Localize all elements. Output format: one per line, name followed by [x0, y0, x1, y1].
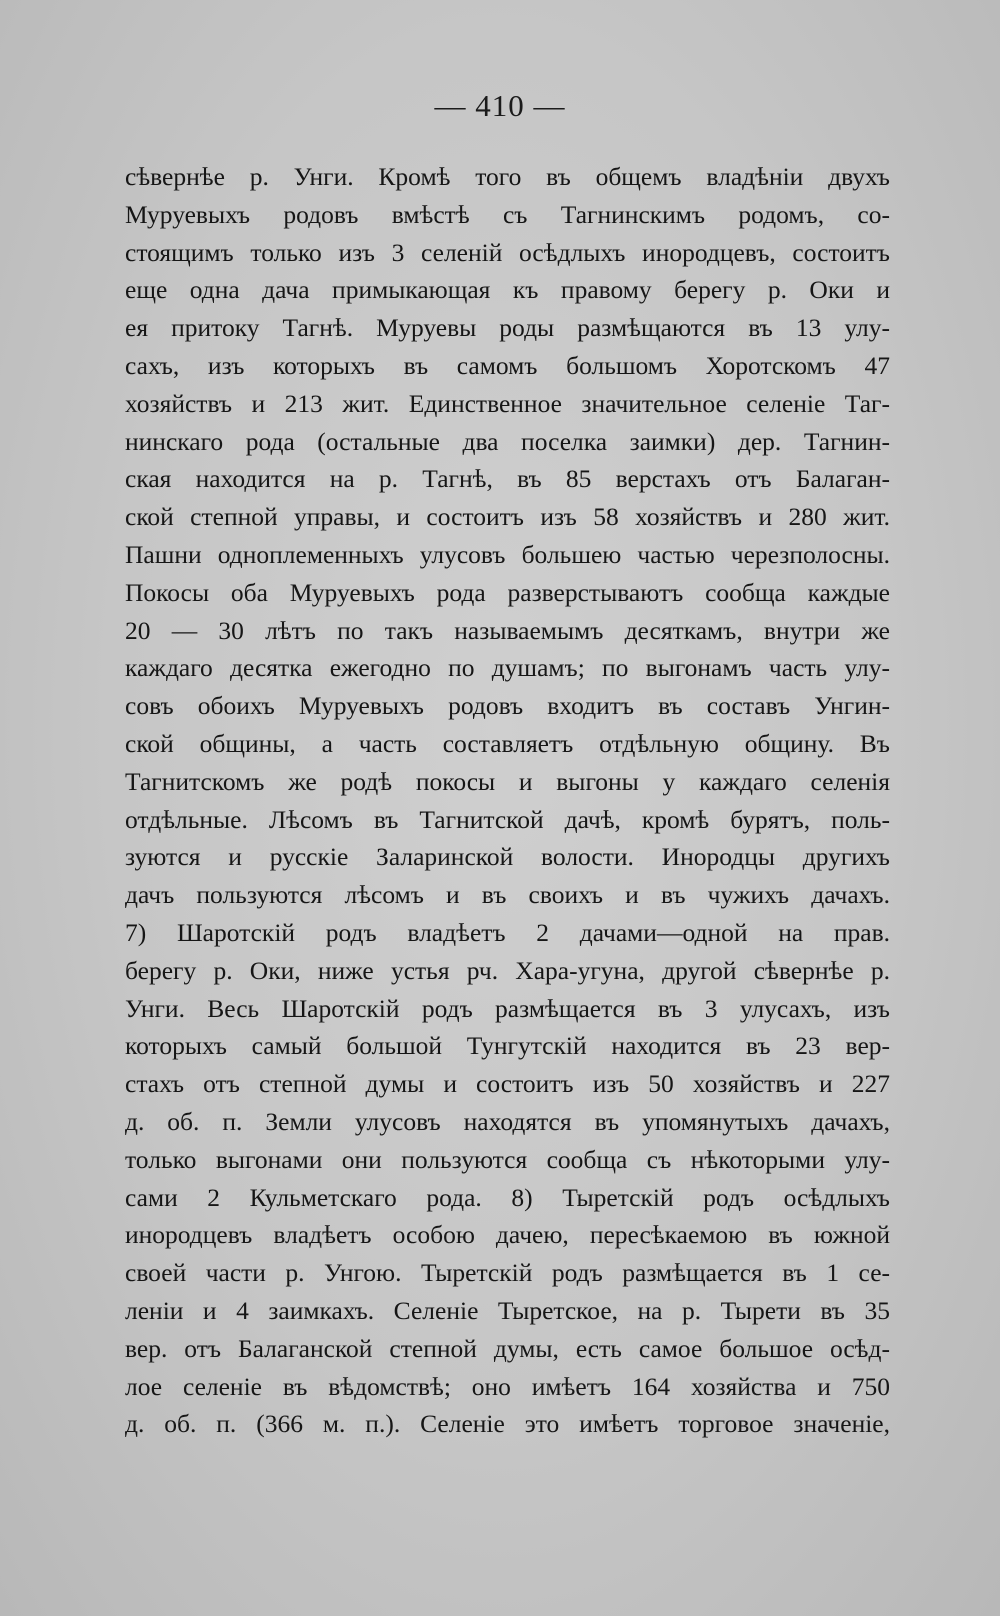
text-line: Унги. Весь Шаротскій родъ размѣщается въ 3 улусахъ, изъ [125, 993, 890, 1023]
text-line: сѣвернѣе р. Унги. Кромѣ того въ общемъ владѣніи двухъ [125, 162, 890, 191]
text-line: лое селеніе въ вѣдомствѣ; оно имѣетъ 164 хозяйства и 750 [125, 1371, 890, 1401]
text-line: д. об. п. (366 м. п.). Селеніе это имѣетъ торговое значеніе, [125, 1409, 890, 1439]
text-line: стоящимъ только изъ 3 селеній осѣдлыхъ инородцевъ, состоитъ [125, 237, 890, 267]
text-line: Муруевыхъ родовъ вмѣстѣ съ Тагнинскимъ родомъ, со- [125, 199, 890, 229]
text-line: хозяйствъ и 213 жит. Единственное значительное селеніе Таг- [125, 388, 890, 418]
text-line: дачъ пользуются лѣсомъ и въ своихъ и въ чужихъ дачахъ. [125, 880, 890, 910]
text-line: совъ обоихъ Муруевыхъ родовъ входитъ въ составъ Унгин- [125, 691, 890, 721]
text-line: леніи и 4 заимкахъ. Селеніе Тыретское, на р. Тырети въ 35 [125, 1295, 890, 1325]
text-line: Покосы оба Муруевыхъ рода разверстываютъ сообща каждые [125, 577, 890, 607]
text-line: берегу р. Оки, ниже устья рч. Хара-угуна, другой сѣвернѣе р. [125, 955, 890, 985]
text-line: отдѣльные. Лѣсомъ въ Тагнитской дачѣ, кромѣ бурятъ, поль- [125, 804, 890, 834]
text-line: сахъ, изъ которыхъ въ самомъ большомъ Хоротскомъ 47 [125, 350, 890, 380]
text-line: 7) Шаротскій родъ владѣетъ 2 дачами—одной на прав. [125, 917, 890, 947]
text-line: ской общины, а часть составляетъ отдѣльную общину. Въ [125, 728, 890, 758]
text-line: ской степной управы, и состоитъ изъ 58 хозяйствъ и 280 жит. [125, 502, 890, 532]
text-line: стахъ отъ степной думы и состоитъ изъ 50 хозяйствъ и 227 [125, 1069, 890, 1099]
text-line: 20 — 30 лѣтъ по такъ называемымъ десяткамъ, внутри же [125, 615, 890, 645]
text-line: зуются и русскіе Заларинской волости. Инородцы другихъ [125, 842, 890, 872]
text-line: только выгонами они пользуются сообща съ нѣкоторыми улу- [125, 1144, 890, 1174]
page-number: — 410 — [434, 88, 566, 123]
text-line: ская находится на р. Тагнѣ, въ 85 верстахъ отъ Балаган- [125, 464, 890, 494]
text-line: д. об. п. Земли улусовъ находятся въ упомянутыхъ дачахъ, [125, 1106, 890, 1136]
text-line: нинскаго рода (остальные два поселка заимки) дер. Тагнин- [125, 426, 890, 456]
text-line: вер. отъ Балаганской степной думы, есть самое большое осѣд- [125, 1333, 890, 1363]
text-line: инородцевъ владѣетъ особою дачею, пересѣкаемою въ южной [125, 1220, 890, 1250]
text-line: своей части р. Унгою. Тыретскій родъ размѣщается въ 1 се- [125, 1258, 890, 1288]
text-line: каждаго десятка ежегодно по душамъ; по выгонамъ часть улу- [125, 653, 890, 683]
text-line: еще одна дача примыкающая къ правому берегу р. Оки и [125, 275, 890, 305]
text-line: которыхъ самый большой Тунгутскій находится въ 23 вер- [125, 1031, 890, 1061]
text-line: ея притоку Тагнѣ. Муруевы роды размѣщаются въ 13 улу- [125, 313, 890, 343]
text-line: Тагнитскомъ же родѣ покосы и выгоны у каждаго селенія [125, 766, 890, 796]
text-line: Пашни одноплеменныхъ улусовъ большею частью черезполосны. [125, 539, 890, 569]
body-text [125, 158, 890, 1443]
text-line: сами 2 Кульметскаго рода. 8) Тыретскій родъ осѣдлыхъ [125, 1182, 890, 1212]
